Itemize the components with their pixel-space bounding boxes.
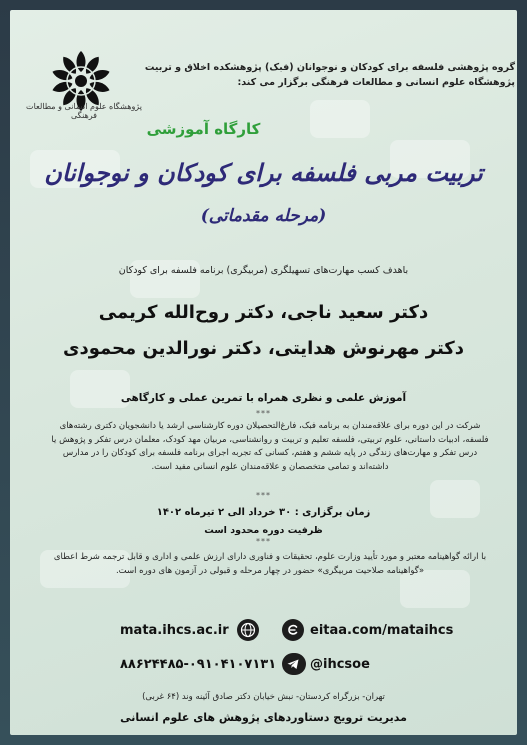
capacity-text: ظرفیت دوره محدود است <box>204 525 323 536</box>
website-contact[interactable] <box>120 618 259 642</box>
phone-number[interactable]: ۸۸۶۲۴۴۸۵-۰۹۱۰۴۱۰۷۱۳۱ <box>120 656 277 672</box>
goal-text: باهدف کسب مهارت‌های تسهیلگری (مربیگری) برنامه فلسفه برای کودکان <box>118 265 409 276</box>
schedule-text: زمان برگزاری : ۳۰ خرداد الی ۲ تیرماه ۱۴۰۲ <box>156 507 371 518</box>
eitaa-contact[interactable] <box>282 618 453 642</box>
address-text: تهران- بزرگراه کردستان- نبش خیابان دکتر صادق آئینه وند (۶۴ غربی) <box>142 692 385 702</box>
poster-card <box>10 10 517 735</box>
workshop-label: کارگاه آموزشی <box>146 120 261 138</box>
description-text: شرکت در این دوره برای علاقه‌مندان به برنامه فبک، فارغ‌التحصیلان دوره کارشناسی ارشد یا دانشجویان دکتری رشته‌های فلسفه، ادبیات داستانی، علوم تربیتی، فلسفه تعلیم و تربیت و روانشناسی، مربیان مهد کودک، معلمان درس تفکر و پژوهش یا درس تفکر و مهارت‌های زندگی در پایه ششم و هفتم، کسانی که تجربه اجرای برنامه فلسفه برای کودکان را در مدارس داشته‌اند و تمامی متخصصان و علاقه‌مندان علوم انسانی مفید است. <box>51 421 489 472</box>
instructors-line-2: دکتر مهرنوش هدایتی، دکتر نورالدین محمودی <box>62 338 465 359</box>
training-type: آموزش علمی و نظری همراه با تمرین عملی و کارگاهی <box>120 392 407 404</box>
eitaa-link[interactable]: eitaa.com/mataihcs <box>310 622 454 638</box>
organizer-text <box>130 60 515 90</box>
telegram-icon <box>282 653 304 675</box>
eitaa-icon <box>282 619 304 641</box>
www-globe-icon <box>237 619 259 641</box>
logo-caption: پژوهشگاه علوم انسانی و مطالعات فرهنگی <box>26 102 142 120</box>
separator-stars: *** <box>256 491 271 500</box>
separator-stars: *** <box>256 537 271 546</box>
certificate-text: با ارائه گواهینامه معتبر و مورد تأیید وزارت علوم، تحقیقات و فناوری دارای ارزش علمی و اداری و قابل ترجمه شرط اعطای «گواهینامه صلاحیت مربیگری» حضور در چهار مرحله و قبولی در آزمون های دوره است. <box>53 552 487 576</box>
organizer-line-1: گروه پژوهشی فلسفه برای کودکان و نوجوانان (فبک) پژوهشکده اخلاق و تربیت <box>144 62 515 73</box>
phone-contact[interactable] <box>120 652 306 676</box>
stage-subtitle: (مرحله مقدماتی) <box>200 206 327 226</box>
instructors-line-1: دکتر سعید ناجی، دکتر روح‌الله کریمی <box>98 302 429 323</box>
website-link[interactable]: mata.ihcs.ac.ir <box>120 622 229 638</box>
organizer-line-2: پژوهشگاه علوم انسانی و مطالعات فرهنگی برگزار می کند: <box>237 77 515 88</box>
page-title: تربیت مربی فلسفه برای کودکان و نوجوانان <box>44 158 483 187</box>
separator-stars: *** <box>256 409 271 418</box>
telegram-handle[interactable]: @ihcsoe <box>310 656 370 672</box>
footer-title: مدیریت ترویج دستاوردهای پژوهش های علوم انسانی <box>120 711 407 724</box>
telegram-contact[interactable] <box>282 652 370 676</box>
